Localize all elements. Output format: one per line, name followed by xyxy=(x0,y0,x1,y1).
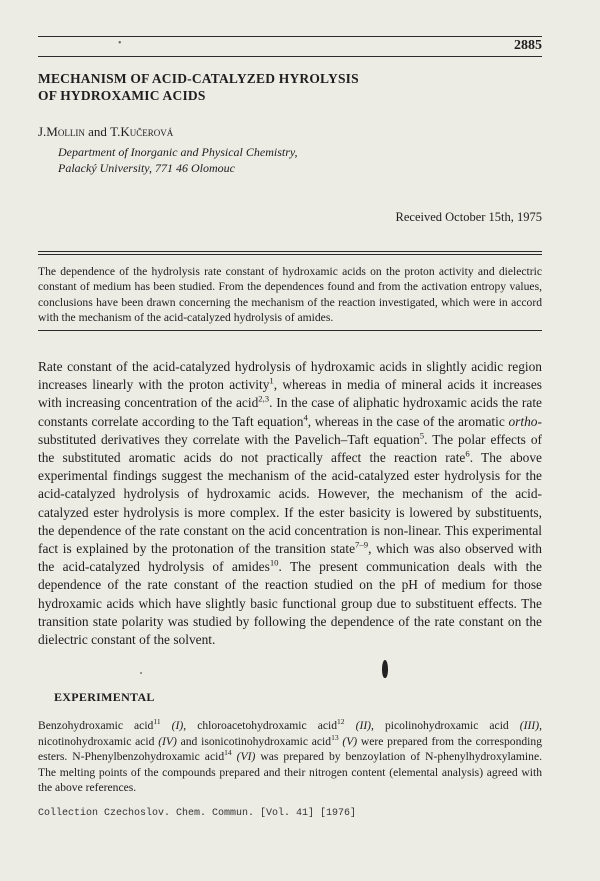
compound-label: (I) xyxy=(171,719,184,732)
ink-speck xyxy=(140,672,142,674)
affiliation-line-2: Palacký University, 771 46 Olomouc xyxy=(58,161,235,175)
compound-label: (VI) xyxy=(236,750,256,764)
experimental-paragraph xyxy=(38,718,542,796)
exp-text: , picolinohydroxamic acid xyxy=(371,719,520,732)
exp-text: was prepared by benzoylation of N-phenylhydroxylamine. The melting points of the compounds prepared and their nitrogen content (elemental analysis) agreed with the above references. xyxy=(38,750,542,795)
body-text: , whereas in media of mineral acids it increases with increasing concentration of the acid xyxy=(38,377,542,411)
affiliation-line-1: Department of Inorganic and Physical Chemistry, xyxy=(58,145,298,159)
ink-blot xyxy=(382,660,388,678)
ref-7-9: 7–9 xyxy=(355,539,369,550)
body-text: -substituted derivatives they correlate with the Pavelich–Taft equation xyxy=(38,413,542,447)
page-number: 2885 xyxy=(514,38,542,53)
ref-10: 10 xyxy=(269,557,279,568)
body-text: , whereas in the case of the aromatic xyxy=(307,413,509,429)
body-text: . The above experimental findings suggest the mechanism of the acid-catalyzed ester hydrolysis for the acid-catalyzed hydrolysis of hydroxamic acids. However, the mechanism of the acid-catalyzed ester hydrolysis is more complex. If the ester basicity is lowered by substituents, the dependence of the rate constant on the acid concentration is non-linear. This experimental fact is explained by the protonation of the transition state xyxy=(38,450,543,557)
ref-14: 14 xyxy=(224,748,232,758)
body-text: . The polar effects of the substituted aromatic acids do not practically affect the reaction rate xyxy=(38,431,543,466)
exp-text: were prepared from the corresponding esters. N-Phenylbenzohydroxamic acid xyxy=(38,734,542,764)
section-heading-experimental: EXPERIMENTAL xyxy=(54,690,155,704)
ref-12: 12 xyxy=(337,717,345,727)
exp-text: and isonicotinohydroxamic acid xyxy=(176,734,332,748)
abstract-bottom-rule xyxy=(38,330,542,331)
exp-text: , nicotinohydroxamic acid xyxy=(38,719,542,748)
header-rule-lower xyxy=(38,56,542,57)
header-mark: • xyxy=(118,38,122,49)
header-rule xyxy=(38,36,542,37)
compound-label: (IV) xyxy=(158,734,177,748)
exp-text: Benzohydroxamic acid xyxy=(38,719,154,732)
footer-citation: Collection Czechoslov. Chem. Commun. [Vol. 41] [1976] xyxy=(38,808,357,819)
compound-label: (II) xyxy=(355,719,372,732)
abstract-top-rule-2 xyxy=(38,254,542,255)
compound-label: (III) xyxy=(519,719,540,732)
body-text: , which was also observed with the acid-catalyzed hydrolysis of amides xyxy=(38,541,542,575)
title-line-1: MECHANISM OF ACID-CATALYZED HYROLYSIS xyxy=(38,71,359,86)
received-date: Received October 15th, 1975 xyxy=(395,210,542,224)
abstract-top-rule xyxy=(38,251,542,252)
body-text: . In the case of aliphatic hydroxamic acids the rate constants correlate according to the Taft equation xyxy=(38,395,542,429)
ref-2-3: 2,3 xyxy=(258,393,270,404)
ref-13: 13 xyxy=(331,732,339,742)
body-text: . The present communication deals with the dependence of the rate constant of the reaction studied on the pH of medium for those hydroxamic acids which have slightly basic functional group due to substituent effects. The transition state polarity was studied by following the dependence of the rate constant on the dielectric constant of the solvent. xyxy=(38,559,542,648)
compound-label: (V) xyxy=(342,734,358,748)
body-paragraph xyxy=(38,358,542,649)
abstract: The dependence of the hydrolysis rate constant of hydroxamic acids on the proton activity and dielectric constant of medium has been studied. From the dependences found and from the activation entropy values, conclusions have been drawn concerning the mechanism of the reaction investigated, which were in accord with the mechanism of the acid-catalyzed hydrolysis of amides. xyxy=(38,265,542,325)
article-title xyxy=(38,70,558,104)
authors xyxy=(38,124,173,140)
author-2: T.Kučerová xyxy=(110,124,174,139)
affiliation xyxy=(58,144,538,176)
author-1: J.Mollin xyxy=(38,124,85,139)
ref-1: 1 xyxy=(269,375,274,386)
title-line-2: OF HYDROXAMIC ACIDS xyxy=(38,88,206,103)
author-separator: and xyxy=(84,124,111,139)
ref-6: 6 xyxy=(465,448,470,459)
ref-4: 4 xyxy=(303,412,308,423)
body-text: Rate constant of the acid-catalyzed hydrolysis of hydroxamic acids in slightly acidic region increases linearly with the proton activity xyxy=(38,359,542,393)
ortho-term: ortho xyxy=(508,413,538,429)
ref-5: 5 xyxy=(419,430,425,441)
exp-text: , chloroacetohydroxamic acid xyxy=(183,719,338,732)
ref-11: 11 xyxy=(153,717,161,727)
